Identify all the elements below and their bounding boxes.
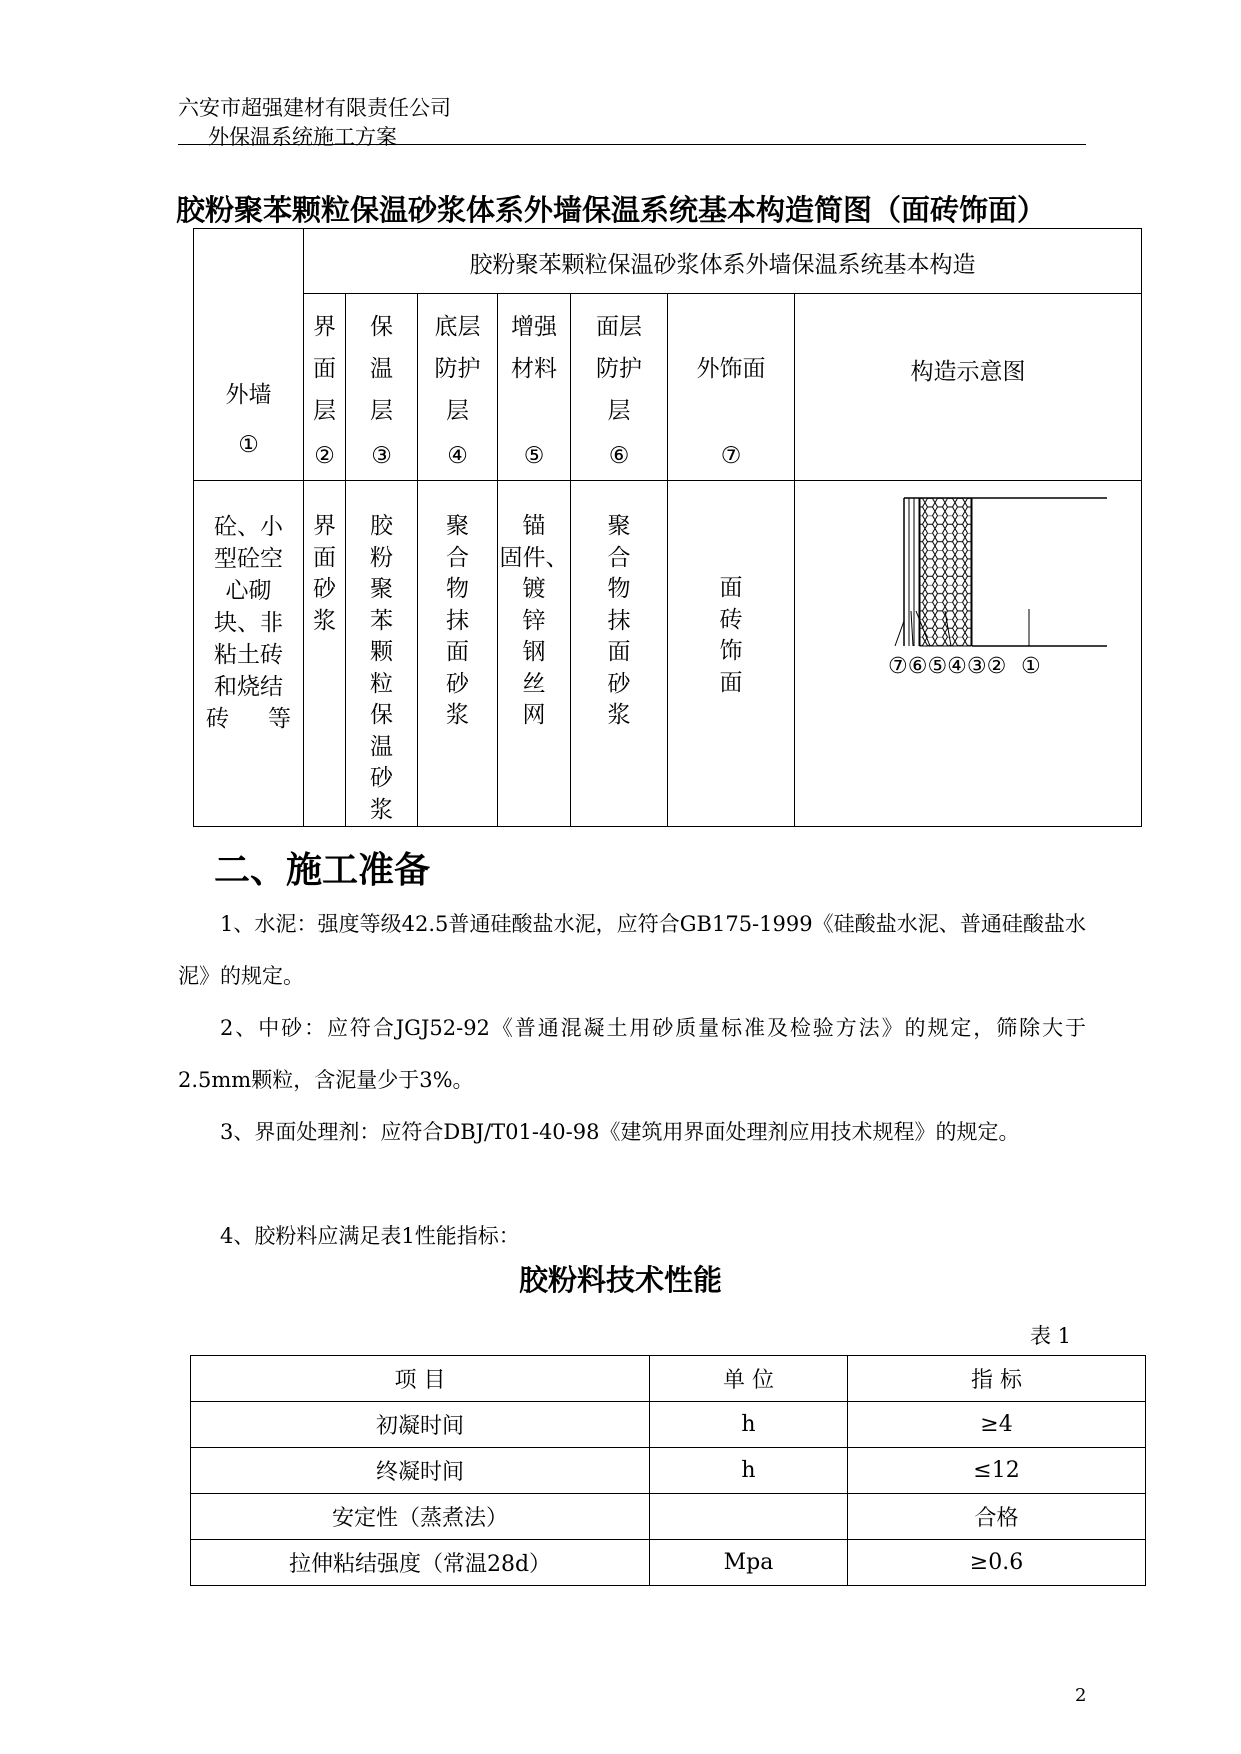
perf-cell-spec: 合格 [848,1494,1146,1540]
perf-cell-unit: h [650,1402,848,1448]
table-row [191,1540,1146,1586]
table-row [191,1494,1146,1540]
perf-table-label: 表 1 [1030,1324,1072,1348]
perf-cell-item: 初凝时间 [191,1402,650,1448]
perf-header-spec: 指 标 [848,1356,1146,1402]
col-label-reinforce: 增强 材料 [511,314,557,382]
finish-cell [668,481,795,827]
perf-header-unit: 单 位 [650,1356,848,1402]
page-number: 2 [1075,1685,1087,1706]
header-company: 六安市超强建材有限责任公司 [178,96,451,120]
insulation-cell [346,481,418,827]
diagram-cell [795,481,1142,827]
col-num-insulation: ③ [371,443,392,469]
cell-text-base-protect: 聚 合 物 抹 面 砂 浆 [446,513,469,728]
perf-cell-unit: h [650,1448,848,1494]
structure-table [193,228,1142,827]
pointer-7 [895,621,904,646]
construction-diagram [795,481,1140,821]
cell-text-finish: 面 砖 饰 面 [719,575,743,696]
surface-protect-cell [571,481,668,827]
perf-cell-unit [650,1494,848,1540]
interface-cell [304,481,346,827]
col-header-finish [668,294,795,481]
perf-table-title: 胶粉料技术性能 [518,1263,722,1297]
col-label-interface: 界 面 层 [313,314,336,424]
perf-cell-unit: Mpa [650,1540,848,1586]
paragraph-sand: 2、中砂：应符合JGJ52-92《普通混凝土用砂质量标准及检验方法》的规定，筛除大于2.5mm颗粒，含泥量少于3%。 [178,1016,1086,1092]
col-num-reinforce: ⑤ [523,443,545,469]
base-protect-cell [418,481,498,827]
perf-cell-spec: ≤12 [848,1448,1146,1494]
col-num-interface: ② [314,443,335,469]
table-row [191,1448,1146,1494]
merged-header: 胶粉聚苯颗粒保温砂浆体系外墙保温系统基本构造 [304,229,1142,294]
section-title: 胶粉聚苯颗粒保温砂浆体系外墙保温系统基本构造简图（面砖饰面） [176,193,1047,227]
wall-header-cell [194,229,304,481]
pointer-6 [911,611,913,646]
col-header-interface [304,294,346,481]
col-num-surface-protect: ⑥ [608,443,630,469]
performance-table [190,1355,1146,1586]
paragraph-powder: 4、胶粉料应满足表1性能指标： [220,1224,520,1248]
paragraph-cement: 1、水泥：强度等级42.5普通硅酸盐水泥，应符合GB175-1999《硅酸盐水泥、普通硅酸盐水泥》的规定。 [178,912,1086,988]
header-doc-title: 外保温系统施工方案 [208,125,397,149]
perf-cell-spec: ≥0.6 [848,1540,1146,1586]
perf-cell-spec: ≥4 [848,1402,1146,1448]
heading-construction-prep: 二、施工准备 [214,850,431,891]
cell-text-insulation: 胶 粉 聚 苯 颗 粒 保 温 砂 浆 [370,513,393,823]
perf-cell-item: 安定性（蒸煮法） [191,1494,650,1540]
diagram-layer-labels: ⑦⑥⑤④③② [888,654,1007,679]
col-label-surface-protect: 面层 防护 层 [596,314,642,424]
table-row [191,1402,1146,1448]
cell-text-reinforce: 锚 固件、 镀 锌 钢 丝 网 [499,513,569,728]
col-num-base-protect: ④ [447,443,468,469]
diagram-header: 构造示意图 [795,294,1142,481]
perf-header-row [191,1356,1146,1402]
col-header-surface-protect [571,294,668,481]
cell-text-interface: 界 面 砂 浆 [313,513,336,634]
col-label-base-protect: 底层 防护 层 [434,314,481,424]
col-label-finish: 外饰面 [696,356,766,382]
col-label-insulation: 保 温 层 [370,314,393,424]
wall-type-cell: 砼、小型砼空心砌块、非粘土砖和烧结砖等 [194,481,304,827]
reinforce-cell [498,481,571,827]
cell-text-surface-protect: 聚 合 物 抹 面 砂 浆 [607,513,631,728]
diagram-wall-label: ① [1021,654,1041,679]
header-rule [178,144,1086,145]
perf-cell-item: 拉伸粘结强度（常温28d） [191,1540,650,1586]
col-header-reinforce [498,294,571,481]
col-num-finish: ⑦ [720,443,742,469]
paragraph-interface-agent: 3、界面处理剂：应符合DBJ/T01-40-98《建筑用界面处理剂应用技术规程》的规定。 [220,1120,1020,1144]
col-header-insulation [346,294,418,481]
insulation-layer [920,498,971,646]
col-header-base-protect [418,294,498,481]
perf-cell-item: 终凝时间 [191,1448,650,1494]
perf-header-item: 项 目 [191,1356,650,1402]
wall-header-num: ① [238,432,259,458]
wall-header-label: 外墙 [225,382,272,408]
